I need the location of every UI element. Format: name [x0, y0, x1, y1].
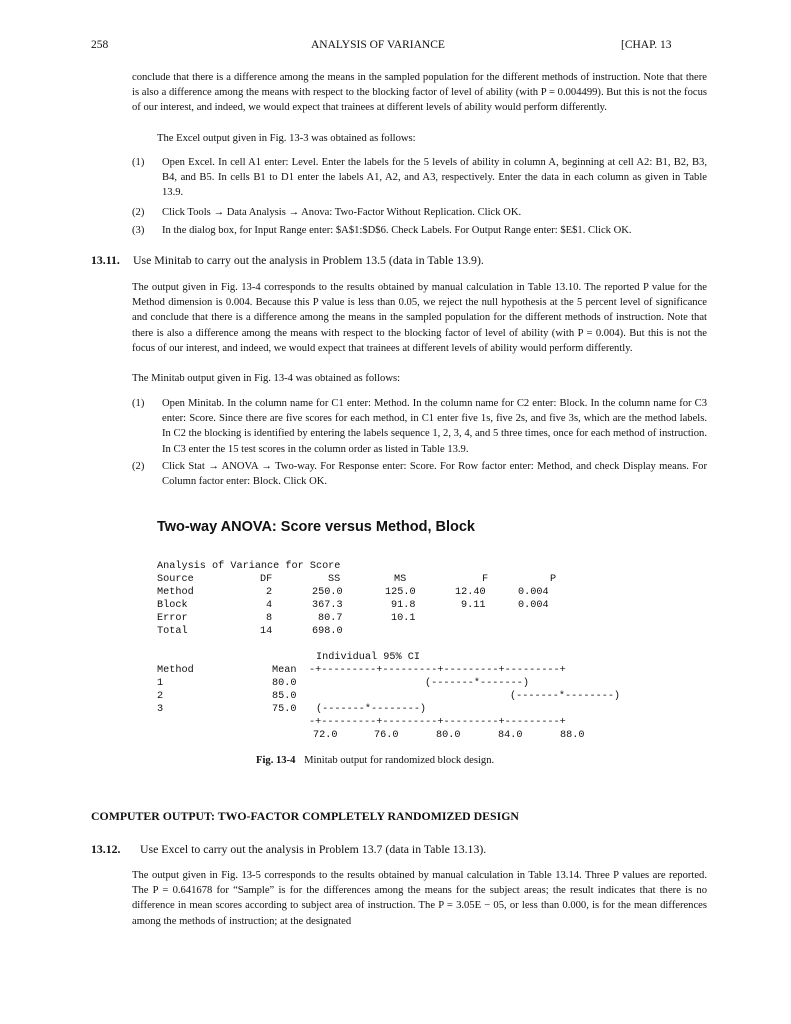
- col-ms: MS: [394, 574, 407, 585]
- problem-number-13-11: 13.11.: [91, 253, 120, 267]
- row-source: Method: [157, 587, 194, 598]
- row-df: 4: [266, 600, 273, 611]
- row-source: Error: [157, 613, 188, 624]
- col-df: DF: [260, 574, 273, 585]
- ci-col-mean: Mean: [272, 665, 297, 676]
- figure-heading: Two-way ANOVA: Score versus Method, Block: [157, 519, 475, 535]
- ci-tick: 72.0: [313, 730, 338, 741]
- intro-paragraph: conclude that there is a difference among the means in the sampled population for the different methods of instruction. Note that there is also a difference among the means with respect to the blocking factor of level of ability (with P = 0.004499). But this is not the focus of our interest, and indeed, we would expect that trainees at different levels of ability would perform differently.: [132, 72, 707, 114]
- minitab-step-1: Open Minitab. In the column name for C1 enter: Method. In the column name for C2 enter: Block. In the column name for C3 enter: Score. Since there are five scores for each method, in C1 enter five 1s, five 2s, and five 3s, which are the method labels. In C2 the blocking is identified by entering the labels sequence 1, 2, 3, 4, and 5 three times, once for each method of instruction. In C3 enter the 15 test scores in the column order as listed in Table 13.9.: [162, 398, 707, 455]
- ci-axis-top: -+---------+---------+---------+---------+: [309, 665, 566, 676]
- row-ms: 125.0: [385, 587, 416, 598]
- row-source: Block: [157, 600, 188, 611]
- row-f: 12.40: [455, 587, 486, 598]
- row-ss: 250.0: [312, 587, 343, 598]
- problem-number-13-12: 13.12.: [91, 842, 121, 856]
- row-ss: 367.3: [312, 600, 343, 611]
- col-f: F: [482, 574, 489, 585]
- excel-step-1-num: (1): [132, 157, 145, 168]
- ci-tick: 88.0: [560, 730, 585, 741]
- running-title: ANALYSIS OF VARIANCE: [311, 39, 445, 51]
- col-source: Source: [157, 574, 194, 585]
- anova-table-title: Analysis of Variance for Score: [157, 561, 341, 572]
- problem-13-11-lead: The Minitab output given in Fig. 13-4 was obtained as follows:: [132, 373, 401, 384]
- excel-step-2: Click Tools → Data Analysis → Anova: Two-Factor Without Replication. Click OK.: [162, 207, 522, 218]
- ci-interval: (-------*--------): [316, 704, 427, 715]
- ci-interval: (-------*-------): [425, 678, 529, 689]
- row-df: 2: [266, 587, 273, 598]
- ci-method: 1: [157, 678, 164, 689]
- ci-mean: 85.0: [272, 691, 297, 702]
- row-source: Total: [157, 626, 188, 637]
- minitab-step-1-num: (1): [132, 398, 145, 409]
- excel-step-2-num: (2): [132, 207, 145, 218]
- ci-title: Individual 95% CI: [316, 652, 420, 663]
- row-f: 9.11: [461, 600, 486, 611]
- row-ss: 698.0: [312, 626, 343, 637]
- row-ss: 80.7: [318, 613, 343, 624]
- page-number: 258: [91, 39, 109, 51]
- problem-statement-13-12: Use Excel to carry out the analysis in Problem 13.7 (data in Table 13.13).: [140, 842, 487, 856]
- row-p: 0.004: [518, 587, 549, 598]
- figure-caption: [256, 755, 494, 766]
- col-ss: SS: [328, 574, 341, 585]
- ci-tick: 84.0: [498, 730, 523, 741]
- ci-method: 3: [157, 704, 164, 715]
- ci-mean: 75.0: [272, 704, 297, 715]
- col-p: P: [550, 574, 557, 585]
- intro-lead: The Excel output given in Fig. 13-3 was obtained as follows:: [157, 133, 416, 144]
- ci-tick: 76.0: [374, 730, 399, 741]
- row-p: 0.004: [518, 600, 549, 611]
- ci-method: 2: [157, 691, 164, 702]
- figure-caption-text: Minitab output for randomized block design.: [304, 755, 495, 766]
- excel-step-3-num: (3): [132, 225, 145, 236]
- problem-statement-13-11: Use Minitab to carry out the analysis in Problem 13.5 (data in Table 13.9).: [133, 253, 484, 267]
- row-df: 14: [260, 626, 273, 637]
- ci-axis-bottom: -+---------+---------+---------+---------+: [309, 717, 566, 728]
- figure-caption-label: Fig. 13-4: [256, 755, 296, 766]
- row-df: 8: [266, 613, 273, 624]
- problem-13-12-paragraph: The output given in Fig. 13-5 corresponds to the results obtained by manual calculation in Table 13.14. Three P values are reported. The P = 0.641678 for “Sample” is for the differences among the means for the subject areas; the result indicates that there is no difference in mean scores according to subject area of instruction. The P = 3.05E − 05, or less than 0.000, is for the mean differences among the methods of instruction; at the designated: [132, 870, 707, 927]
- minitab-step-2-num: (2): [132, 461, 145, 472]
- excel-step-1: Open Excel. In cell A1 enter: Level. Enter the labels for the 5 levels of ability in column A, beginning at cell A2: B1, B2, B3, B4, and B5. In cells B1 to D1 enter the labels A1, A2, and A3, respectively. Enter the data in each column as given in Table 13.9.: [162, 157, 707, 199]
- ci-col-method: Method: [157, 665, 194, 676]
- ci-interval: (-------*--------): [510, 691, 621, 702]
- ci-mean: 80.0: [272, 678, 297, 689]
- chapter-label: [CHAP. 13: [621, 39, 672, 51]
- row-ms: 10.1: [391, 613, 416, 624]
- row-ms: 91.8: [391, 600, 416, 611]
- section-heading: COMPUTER OUTPUT: TWO-FACTOR COMPLETELY RANDOMIZED DESIGN: [91, 809, 519, 823]
- excel-step-3: In the dialog box, for Input Range enter: $A$1:$D$6. Check Labels. For Output Range enter: $E$1. Click OK.: [162, 225, 632, 236]
- minitab-step-2: Click Stat → ANOVA → Two-way. For Response enter: Score. For Row factor enter: Method, and check Display means. For Column factor enter: Block. Click OK.: [162, 461, 707, 488]
- ci-tick: 80.0: [436, 730, 461, 741]
- problem-13-11-paragraph: The output given in Fig. 13-4 corresponds to the results obtained by manual calculation in Table 13.10. The reported P value for the Method dimension is 0.004. Because this P value is less than 0.05, we reject the null hypothesis at the 5 percent level of significance and conclude that there is a difference among the means in the sampled population for the different methods of instruction. Note that there is also a difference among the means with respect to the blocking factor of level of ability (with P = 0.004). But this is not the focus of our interest, and indeed, we would expect that trainees at different levels of ability would perform differently.: [132, 282, 707, 354]
